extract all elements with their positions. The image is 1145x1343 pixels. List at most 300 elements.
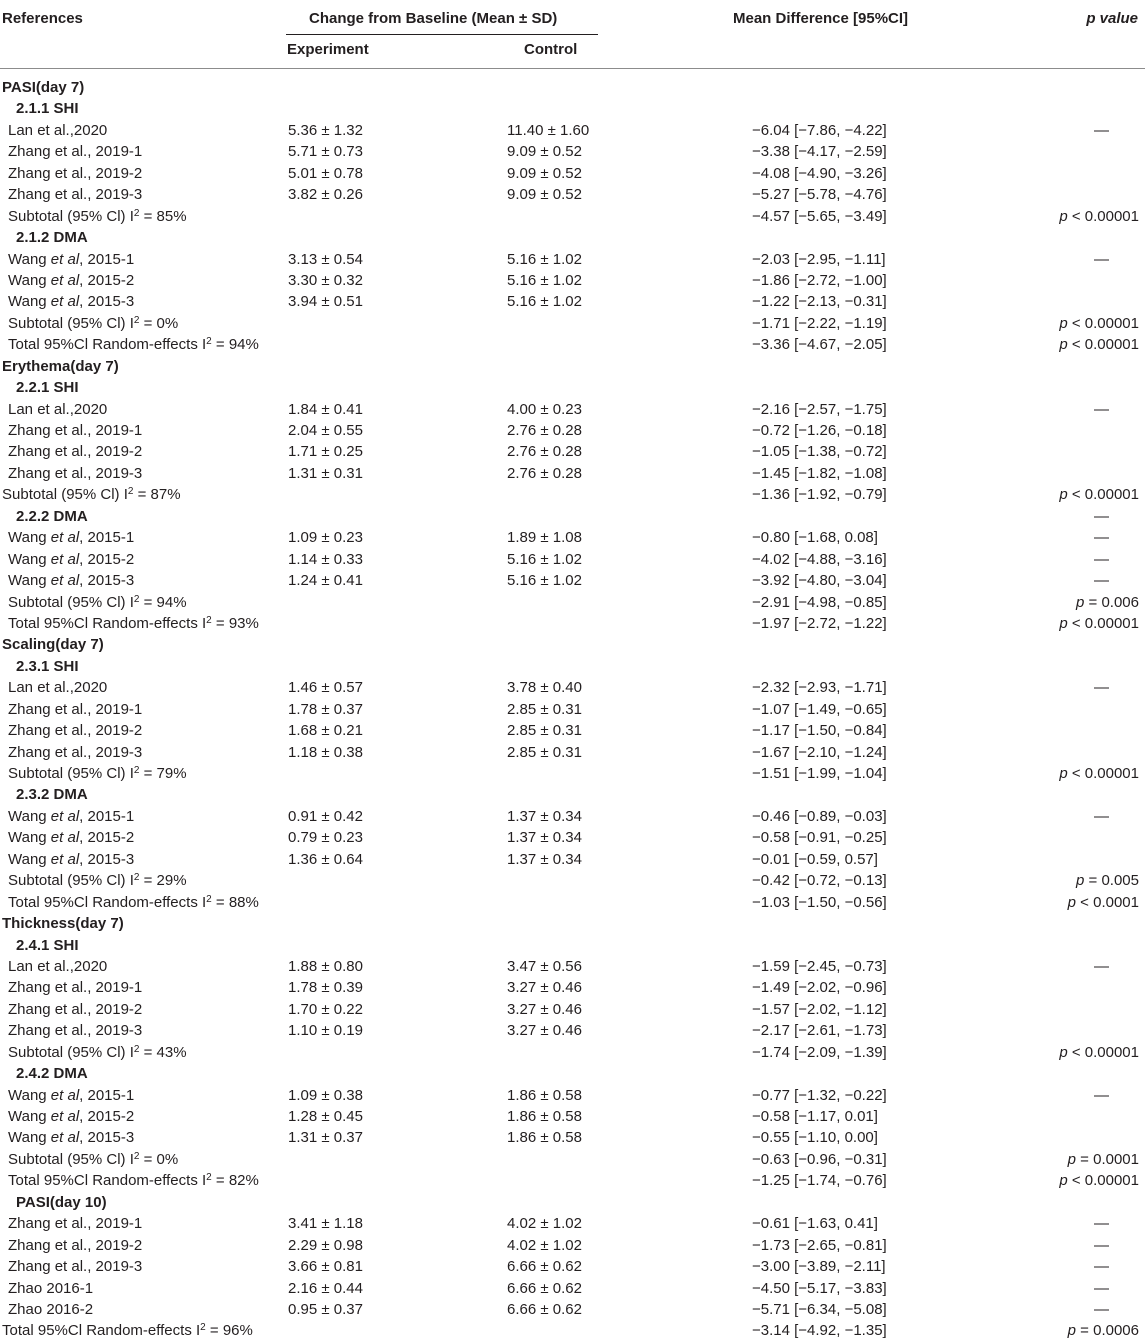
group-heading: 2.3.1 SHI xyxy=(16,657,79,675)
reference-cell: Zhao 2016-2 xyxy=(8,1300,94,1318)
control-cell: 6.66 ± 0.62 xyxy=(507,1300,582,1318)
mean-difference-cell: −0.61 [−1.63, 0.41] xyxy=(752,1215,878,1233)
superscript-two: 2 xyxy=(206,893,212,905)
reference-cell: Zhang et al., 2019-2 xyxy=(8,1236,143,1254)
ref-year: , 2015-2 xyxy=(79,829,135,847)
control-header: Control xyxy=(524,41,578,58)
ref-author: Wang xyxy=(8,850,51,868)
i2-value: = 94% xyxy=(215,336,259,354)
table-row xyxy=(0,700,1145,721)
p-value-cell: — xyxy=(1094,572,1109,590)
ref-year: , 2015-3 xyxy=(79,1129,135,1147)
p-value-cell: — xyxy=(1094,1086,1109,1104)
mean-difference-cell: −1.17 [−1.50, −0.84] xyxy=(752,722,887,740)
header-spanner-rule xyxy=(286,34,598,35)
table-row xyxy=(0,185,1145,206)
ref-etal: et al xyxy=(50,1129,80,1147)
mean-difference-cell: −1.86 [−2.72, −1.00] xyxy=(752,271,887,289)
section-heading: PASI(day 7) xyxy=(2,79,85,96)
reference-cell xyxy=(8,551,134,568)
i2-value: = 0% xyxy=(143,314,179,332)
experiment-cell: 1.71 ± 0.25 xyxy=(288,443,363,461)
ref-year: , 2015-1 xyxy=(79,1086,135,1104)
table-row xyxy=(0,721,1145,742)
table-row xyxy=(0,99,1145,120)
section-heading: Thickness(day 7) xyxy=(2,915,124,933)
table-row xyxy=(0,335,1145,356)
mean-difference-cell: −0.55 [−1.10, 0.00] xyxy=(752,1129,878,1147)
p-value-cell: — xyxy=(1094,1258,1109,1276)
experiment-cell: 1.88 ± 0.80 xyxy=(288,957,363,975)
table-row xyxy=(0,400,1145,421)
group-heading: 2.4.1 SHI xyxy=(16,936,79,954)
control-cell: 5.16 ± 1.02 xyxy=(507,572,582,590)
control-cell: 4.00 ± 0.23 xyxy=(507,400,582,418)
ref-year: , 2015-3 xyxy=(79,293,135,311)
subtotal-text: Total 95%Cl Random-effects I xyxy=(2,1322,201,1340)
subtotal-label xyxy=(8,894,259,911)
experiment-cell: 0.95 ± 0.37 xyxy=(288,1300,363,1318)
mean-difference-cell: −6.04 [−7.86, −4.22] xyxy=(752,121,887,139)
reference-cell: Zhang et al., 2019-1 xyxy=(8,979,143,997)
table-row xyxy=(0,764,1145,785)
p-rest: < 0.00001 xyxy=(1067,765,1139,782)
subtotal-label xyxy=(8,1151,178,1168)
reference-cell xyxy=(8,293,134,310)
p-value-cell xyxy=(1059,1172,1139,1189)
mean-difference-cell: −1.45 [−1.82, −1.08] xyxy=(752,464,887,482)
ref-etal: et al xyxy=(50,293,80,311)
control-cell: 5.16 ± 1.02 xyxy=(507,271,582,289)
p-value-cell: — xyxy=(1094,807,1109,825)
mean-difference-cell: −0.72 [−1.26, −0.18] xyxy=(752,422,887,439)
p-value-cell: — xyxy=(1094,957,1109,975)
p-value-cell: — xyxy=(1094,550,1109,568)
subtotal-text: Subtotal (95% Cl) I xyxy=(8,1150,134,1168)
mean-difference-cell: −5.71 [−6.34, −5.08] xyxy=(752,1300,887,1318)
table-row xyxy=(0,614,1145,635)
experiment-cell: 1.18 ± 0.38 xyxy=(288,743,363,761)
table-row xyxy=(0,785,1145,806)
reference-cell: Zhang et al., 2019-2 xyxy=(8,1000,143,1018)
ref-author: Wang xyxy=(8,807,51,825)
mean-difference-cell: −1.05 [−1.38, −0.72] xyxy=(752,443,887,461)
p-symbol: p xyxy=(1067,893,1077,911)
table-row xyxy=(0,1000,1145,1021)
table-row xyxy=(0,1086,1145,1107)
mean-difference-cell: −1.51 [−1.99, −1.04] xyxy=(752,765,887,782)
i2-value: = 29% xyxy=(143,872,187,890)
p-rest: < 0.00001 xyxy=(1067,207,1139,225)
table-row xyxy=(0,485,1145,506)
p-value-header xyxy=(1086,10,1138,27)
ref-etal: et al xyxy=(50,807,80,825)
mean-difference-cell: −3.00 [−3.89, −2.11] xyxy=(752,1258,886,1276)
ref-author: Wang xyxy=(8,250,51,268)
ref-author: Wang xyxy=(8,1108,51,1125)
experiment-cell: 2.04 ± 0.55 xyxy=(288,422,363,439)
mean-difference-cell: −3.36 [−4.67, −2.05] xyxy=(752,336,887,354)
p-value-cell xyxy=(1068,1151,1139,1168)
ref-year: , 2015-1 xyxy=(79,807,135,825)
p-rest: < 0.00001 xyxy=(1067,486,1139,504)
mean-difference-cell: −0.77 [−1.32, −0.22] xyxy=(752,1086,887,1104)
group-heading: 2.2.2 DMA xyxy=(16,507,88,525)
control-cell: 9.09 ± 0.52 xyxy=(507,143,582,161)
experiment-cell: 3.82 ± 0.26 xyxy=(288,186,363,204)
table-row xyxy=(0,657,1145,678)
experiment-header: Experiment xyxy=(287,41,369,58)
reference-cell: Lan et al.,2020 xyxy=(8,679,108,697)
mean-difference-cell: −1.03 [−1.50, −0.56] xyxy=(752,893,887,911)
p-rest: = 0.0006 xyxy=(1076,1322,1139,1340)
control-cell: 11.40 ± 1.60 xyxy=(507,121,590,139)
p-symbol: p xyxy=(1059,486,1068,504)
table-row xyxy=(0,743,1145,764)
p-value-cell: — xyxy=(1094,529,1109,547)
subtotal-label xyxy=(2,486,181,503)
p-value-cell xyxy=(1059,336,1139,353)
mean-difference-cell: −5.27 [−5.78, −4.76] xyxy=(752,186,887,204)
reference-cell: Lan et al.,2020 xyxy=(8,400,108,418)
experiment-cell: 3.66 ± 0.81 xyxy=(288,1258,363,1276)
table-header xyxy=(0,0,1145,70)
superscript-two: 2 xyxy=(133,1043,140,1055)
ref-author: Wang xyxy=(8,293,51,311)
superscript-two: 2 xyxy=(200,1322,206,1334)
experiment-cell: 1.09 ± 0.38 xyxy=(288,1086,363,1104)
i2-value: = 88% xyxy=(215,893,259,911)
i2-value: = 85% xyxy=(143,207,187,225)
superscript-two: 2 xyxy=(133,1150,140,1162)
experiment-cell: 1.14 ± 0.33 xyxy=(288,550,363,568)
reference-cell xyxy=(8,572,134,589)
subtotal-text: Subtotal (95% Cl) I xyxy=(8,765,134,782)
p-value-cell xyxy=(1076,872,1139,889)
experiment-cell: 1.09 ± 0.23 xyxy=(288,529,363,547)
reference-cell: Zhang et al., 2019-2 xyxy=(8,443,143,461)
superscript-two: 2 xyxy=(133,207,140,219)
experiment-cell: 1.46 ± 0.57 xyxy=(288,679,363,697)
table-row xyxy=(0,250,1145,271)
mean-difference-cell: −0.42 [−0.72, −0.13] xyxy=(752,872,887,890)
ref-author: Wang xyxy=(8,271,51,289)
ref-year: , 2015-1 xyxy=(79,250,135,268)
p-symbol: p xyxy=(1059,314,1068,332)
experiment-cell: 1.10 ± 0.19 xyxy=(288,1022,363,1040)
p-rest: < 0.00001 xyxy=(1067,1043,1139,1061)
table-row xyxy=(0,593,1145,614)
subtotal-text: Total 95%Cl Random-effects I xyxy=(8,893,207,911)
control-cell: 1.86 ± 0.58 xyxy=(507,1129,582,1147)
reference-cell: Zhao 2016-1 xyxy=(8,1279,94,1297)
p-symbol: p xyxy=(1059,765,1068,782)
superscript-two: 2 xyxy=(133,314,140,326)
i2-value: = 79% xyxy=(143,765,187,782)
mean-difference-cell: −1.36 [−1.92, −0.79] xyxy=(752,486,887,504)
table-row xyxy=(0,378,1145,399)
reference-cell: Zhang et al., 2019-1 xyxy=(8,700,143,718)
control-cell: 6.66 ± 0.62 xyxy=(507,1279,582,1297)
table-body xyxy=(0,78,1145,1343)
table-row xyxy=(0,1236,1145,1257)
p-rest: < 0.00001 xyxy=(1067,614,1139,632)
control-cell: 2.85 ± 0.31 xyxy=(507,722,582,740)
experiment-cell: 5.01 ± 0.78 xyxy=(288,164,363,182)
table-row xyxy=(0,292,1145,313)
mean-difference-cell: −1.57 [−2.02, −1.12] xyxy=(752,1000,887,1018)
table-row xyxy=(0,678,1145,699)
experiment-cell: 1.36 ± 0.64 xyxy=(288,850,363,868)
subtotal-text: Subtotal (95% Cl) I xyxy=(8,593,134,611)
p-rest: = 0.0001 xyxy=(1076,1150,1139,1168)
superscript-two: 2 xyxy=(206,1172,212,1184)
mean-difference-cell: −2.16 [−2.57, −1.75] xyxy=(752,400,887,418)
ref-author: Wang xyxy=(8,550,51,568)
reference-cell: Zhang et al., 2019-1 xyxy=(8,422,143,439)
ref-year: , 2015-2 xyxy=(79,550,135,568)
experiment-cell: 0.79 ± 0.23 xyxy=(288,829,363,847)
superscript-two: 2 xyxy=(127,486,134,498)
ref-etal: et al xyxy=(50,850,80,868)
mean-difference-cell: −0.80 [−1.68, 0.08] xyxy=(752,529,878,547)
experiment-cell: 0.91 ± 0.42 xyxy=(288,807,363,825)
table-row xyxy=(0,314,1145,335)
control-cell: 1.86 ± 0.58 xyxy=(507,1086,582,1104)
experiment-cell: 1.78 ± 0.37 xyxy=(288,700,363,718)
ref-author: Wang xyxy=(8,529,51,547)
mean-difference-cell: −4.08 [−4.90, −3.26] xyxy=(752,164,887,182)
control-cell: 3.27 ± 0.46 xyxy=(507,979,582,997)
p-symbol: p xyxy=(1059,336,1068,354)
experiment-cell: 1.31 ± 0.31 xyxy=(288,464,363,482)
control-cell: 1.37 ± 0.34 xyxy=(507,807,582,825)
p-symbol: p xyxy=(1076,593,1085,611)
ref-etal: et al xyxy=(50,529,80,547)
experiment-cell: 1.31 ± 0.37 xyxy=(288,1129,363,1147)
reference-cell xyxy=(8,1129,134,1146)
table-row xyxy=(0,1321,1145,1342)
p-symbol: p xyxy=(1059,1043,1068,1061)
mean-difference-header: Mean Difference [95%CI] xyxy=(733,10,909,27)
superscript-two: 2 xyxy=(133,765,140,776)
table-row xyxy=(0,1279,1145,1300)
control-cell: 3.47 ± 0.56 xyxy=(507,957,582,975)
control-cell: 3.78 ± 0.40 xyxy=(507,679,582,697)
change-from-baseline-header: Change from Baseline (Mean ± SD) xyxy=(309,10,558,27)
mean-difference-cell: −0.46 [−0.89, −0.03] xyxy=(752,807,887,825)
mean-difference-cell: −1.97 [−2.72, −1.22] xyxy=(752,614,887,632)
section-heading: Erythema(day 7) xyxy=(2,357,119,375)
table-row xyxy=(0,442,1145,463)
p-symbol: p xyxy=(1067,1150,1077,1168)
experiment-cell: 1.28 ± 0.45 xyxy=(288,1108,363,1125)
control-cell: 2.76 ± 0.28 xyxy=(507,422,582,439)
p-value-cell: — xyxy=(1094,250,1109,268)
mean-difference-cell: −2.03 [−2.95, −1.11] xyxy=(752,250,886,268)
p-value-cell xyxy=(1068,894,1139,911)
control-cell: 1.89 ± 1.08 xyxy=(507,529,582,547)
p-symbol: p xyxy=(1059,1172,1068,1190)
mean-difference-cell: −4.57 [−5.65, −3.49] xyxy=(752,207,887,225)
subtotal-label xyxy=(8,872,187,889)
mean-difference-cell: −0.58 [−1.17, 0.01] xyxy=(752,1108,878,1125)
group-heading: 2.1.1 SHI xyxy=(16,100,79,118)
table-row xyxy=(0,828,1145,849)
subtotal-label xyxy=(8,615,259,632)
table-row xyxy=(0,1171,1145,1192)
table-row xyxy=(0,1107,1145,1128)
table-row xyxy=(0,207,1145,228)
subtotal-text: Total 95%Cl Random-effects I xyxy=(8,1172,207,1190)
group-heading: 2.3.2 DMA xyxy=(16,786,88,804)
ref-etal: et al xyxy=(50,1086,80,1104)
control-cell: 4.02 ± 1.02 xyxy=(507,1236,582,1254)
subtotal-label xyxy=(8,315,178,332)
p-value-cell: — xyxy=(1094,400,1109,418)
table-row xyxy=(0,1021,1145,1042)
subtotal-label xyxy=(8,594,187,611)
reference-cell xyxy=(8,1087,134,1104)
superscript-two: 2 xyxy=(206,336,212,348)
table-row xyxy=(0,893,1145,914)
control-cell: 2.85 ± 0.31 xyxy=(507,743,582,761)
table-row xyxy=(0,78,1145,99)
control-cell: 1.86 ± 0.58 xyxy=(507,1108,582,1125)
table-row xyxy=(0,357,1145,378)
mean-difference-cell: −3.38 [−4.17, −2.59] xyxy=(752,143,887,161)
mean-difference-cell: −3.14 [−4.92, −1.35] xyxy=(752,1322,887,1340)
ref-author: Wang xyxy=(8,1086,51,1104)
table-row xyxy=(0,228,1145,249)
table-row xyxy=(0,1128,1145,1149)
p-value-cell xyxy=(1076,594,1139,611)
p-rest: < 0.0001 xyxy=(1076,893,1139,911)
subtotal-label xyxy=(8,765,187,782)
reference-cell: Lan et al.,2020 xyxy=(8,121,108,139)
mean-difference-cell: −1.67 [−2.10, −1.24] xyxy=(752,743,887,761)
p-value-cell xyxy=(1059,315,1139,332)
ref-author: Wang xyxy=(8,829,51,847)
experiment-cell: 2.16 ± 0.44 xyxy=(288,1279,363,1297)
p-value-cell: — xyxy=(1094,1215,1109,1233)
experiment-cell: 3.94 ± 0.51 xyxy=(288,293,363,311)
reference-cell: Zhang et al., 2019-3 xyxy=(8,743,143,761)
subtotal-label xyxy=(8,208,187,225)
p-rest: < 0.00001 xyxy=(1067,314,1139,332)
table-row xyxy=(0,1300,1145,1321)
ref-etal: et al xyxy=(50,829,80,847)
ref-year: , 2015-2 xyxy=(79,1108,135,1125)
references-header: References xyxy=(2,10,83,27)
p-value-cell xyxy=(1059,765,1139,782)
table-row xyxy=(0,914,1145,935)
experiment-cell: 5.71 ± 0.73 xyxy=(288,143,363,161)
subtotal-label xyxy=(8,1044,187,1061)
p-rest: < 0.00001 xyxy=(1067,336,1139,354)
i2-value: = 94% xyxy=(143,593,187,611)
group-heading: 2.1.2 DMA xyxy=(16,229,88,247)
mean-difference-cell: −3.92 [−4.80, −3.04] xyxy=(752,572,887,590)
subtotal-text: Subtotal (95% Cl) I xyxy=(8,314,134,332)
ref-etal: et al xyxy=(50,250,80,268)
control-cell: 4.02 ± 1.02 xyxy=(507,1215,582,1233)
subtotal-label xyxy=(8,1172,259,1189)
i2-value: = 0% xyxy=(143,1150,179,1168)
control-cell: 2.85 ± 0.31 xyxy=(507,700,582,718)
subtotal-text: Subtotal (95% Cl) I xyxy=(8,1043,134,1061)
superscript-two: 2 xyxy=(133,593,140,605)
p-value-cell xyxy=(1059,486,1139,503)
superscript-two: 2 xyxy=(133,872,140,884)
control-cell: 5.16 ± 1.02 xyxy=(507,293,582,311)
control-cell: 2.76 ± 0.28 xyxy=(507,443,582,461)
p-value-cell xyxy=(1059,615,1139,632)
reference-cell: Zhang et al., 2019-3 xyxy=(8,1258,143,1276)
reference-cell xyxy=(8,272,134,289)
table-row xyxy=(0,1043,1145,1064)
table-row xyxy=(0,121,1145,142)
header-rule xyxy=(0,68,1145,69)
mean-difference-cell: −1.74 [−2.09, −1.39] xyxy=(752,1043,887,1061)
p-value-cell: — xyxy=(1094,679,1109,697)
mean-difference-cell: −1.22 [−2.13, −0.31] xyxy=(752,293,887,311)
ref-author: Wang xyxy=(8,572,51,590)
experiment-cell: 3.30 ± 0.32 xyxy=(288,271,363,289)
ref-etal: et al xyxy=(50,572,80,590)
p-value-cell xyxy=(1059,208,1139,225)
table-row xyxy=(0,571,1145,592)
table-row xyxy=(0,1214,1145,1235)
reference-cell: Zhang et al., 2019-2 xyxy=(8,722,143,740)
table-row xyxy=(0,1257,1145,1278)
table-row xyxy=(0,528,1145,549)
mean-difference-cell: −1.59 [−2.45, −0.73] xyxy=(752,957,887,975)
ref-year: , 2015-1 xyxy=(79,529,135,547)
mean-difference-cell: −2.17 [−2.61, −1.73] xyxy=(752,1022,887,1040)
ref-etal: et al xyxy=(50,550,80,568)
reference-cell: Zhang et al., 2019-1 xyxy=(8,143,143,161)
subtotal-label xyxy=(2,1322,253,1339)
p-symbol: p xyxy=(1076,872,1085,890)
group-heading: 2.4.2 DMA xyxy=(16,1065,88,1083)
mean-difference-cell: −1.49 [−2.02, −0.96] xyxy=(752,979,887,997)
experiment-cell: 1.68 ± 0.21 xyxy=(288,722,363,740)
control-cell: 3.27 ± 0.46 xyxy=(507,1022,582,1040)
experiment-cell: 1.84 ± 0.41 xyxy=(288,400,363,418)
subtotal-text: Subtotal (95% Cl) I xyxy=(8,207,134,225)
reference-cell xyxy=(8,829,134,846)
table-row xyxy=(0,507,1145,528)
reference-cell xyxy=(8,851,134,868)
table-row xyxy=(0,421,1145,442)
table-row xyxy=(0,1150,1145,1171)
mean-difference-cell: −2.91 [−4.98, −0.85] xyxy=(752,593,887,611)
subtotal-text: Total 95%Cl Random-effects I xyxy=(8,336,207,354)
p-value-header-text: p value xyxy=(1086,10,1138,27)
control-cell: 5.16 ± 1.02 xyxy=(507,250,582,268)
experiment-cell: 1.70 ± 0.22 xyxy=(288,1000,363,1018)
control-cell: 9.09 ± 0.52 xyxy=(507,164,582,182)
subtotal-text: Subtotal (95% Cl) I xyxy=(8,872,134,890)
table-row xyxy=(0,550,1145,571)
experiment-cell: 2.29 ± 0.98 xyxy=(288,1236,363,1254)
p-symbol: p xyxy=(1059,207,1068,225)
control-cell: 5.16 ± 1.02 xyxy=(507,550,582,568)
superscript-two: 2 xyxy=(206,614,212,626)
experiment-cell: 1.24 ± 0.41 xyxy=(288,572,363,590)
p-value-cell: — xyxy=(1094,121,1109,139)
